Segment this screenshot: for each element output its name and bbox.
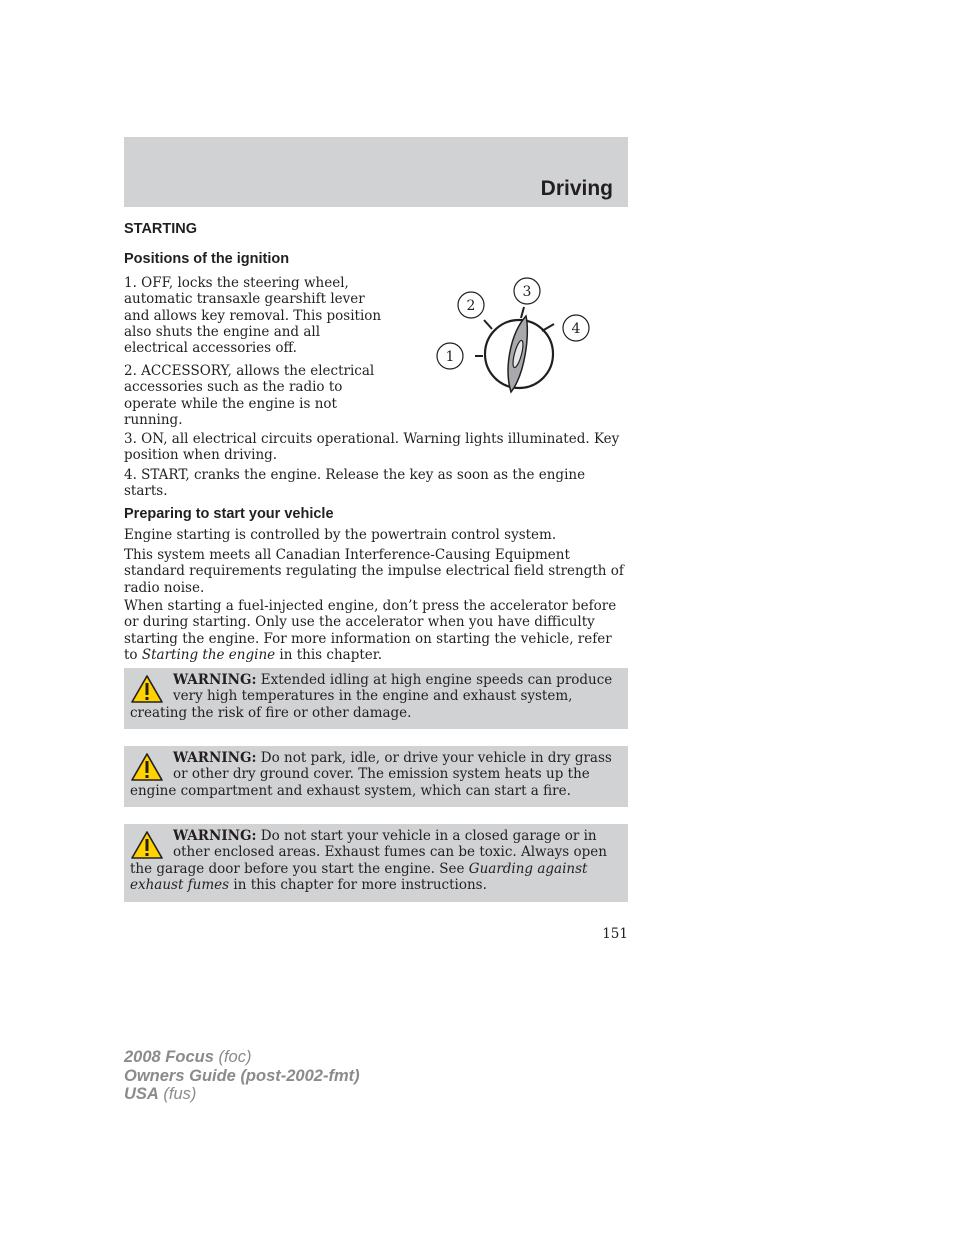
footer-line-guide: Owners Guide (post-2002-fmt) [124,1066,360,1085]
diagram-label-2: 2 [466,298,476,314]
warning-box-idling [124,668,628,729]
page-number: 151 [602,926,628,942]
ignition-key-icon [508,316,527,392]
ignition-item-off: 1. OFF, locks the steering wheel, automatic transaxle gearshift lever and allows key removal. This position also shuts the engine and all electrical accessories off. [124,275,382,357]
warning-text: Extended idling at high engine speeds can produce very high temperatures in the engine and exhaust system, creating the risk of fire or other damage. [130,672,613,721]
warning-box-dry-grass [124,746,628,807]
warning-label: WARNING: [173,672,257,688]
diagram-label-4: 4 [571,321,581,337]
section-title: STARTING [124,221,198,237]
preparing-paragraph-1: Engine starting is controlled by the powertrain control system. [124,527,557,543]
warning-label: WARNING: [173,828,257,844]
ignition-heading: Positions of the ignition [124,251,290,267]
warning-text: Do not park, idle, or drive your vehicle in dry grass or other dry ground cover. The emission system heats up the engine compartment and exhaust system, which can start a fire. [130,750,612,799]
chapter-header-band [124,137,628,207]
guarding-exhaust-reference: Guarding against exhaust fumes [130,860,588,893]
warning-box-closed-garage: WARNING: Do not start your vehicle in a closed garage or in other enclosed areas. Exhaust fumes can be toxic. Always open the garage door before you start the engine. See Guarding against exhaust fumes in this chapter for more instructions. [124,824,628,902]
footer-line-model: 2008 Focus (foc) [124,1048,252,1066]
diagram-label-3: 3 [522,284,532,300]
preparing-paragraph-2: This system meets all Canadian Interference-Causing Equipment standard requirements regulating the impulse electrical field strength of radio noise. [124,547,624,596]
preparing-paragraph-3: When starting a fuel-injected engine, don’t press the accelerator before or during starting. Only use the accelerator when you have difficulty starting the engine. For more information on starting the vehicle, refer to Starting the engine in this chapter. [124,598,617,663]
starting-the-engine-reference: Starting the engine [141,646,276,663]
ignition-item-start: 4. START, cranks the engine. Release the key as soon as the engine starts. [124,467,586,500]
chapter-title: Driving [540,177,613,200]
warning-label: WARNING: [173,750,257,766]
document-footer [124,1048,360,1104]
ignition-item-accessory: 2. ACCESSORY, allows the electrical accessories such as the radio to operate while the engine is not running. [124,363,375,428]
ignition-item-on: 3. ON, all electrical circuits operational. Warning lights illuminated. Key position when driving. [124,431,620,464]
diagram-label-1: 1 [445,349,455,365]
ignition-diagram [430,274,600,404]
preparing-heading: Preparing to start your vehicle [124,506,334,522]
footer-line-market: USA (fus) [124,1085,197,1103]
